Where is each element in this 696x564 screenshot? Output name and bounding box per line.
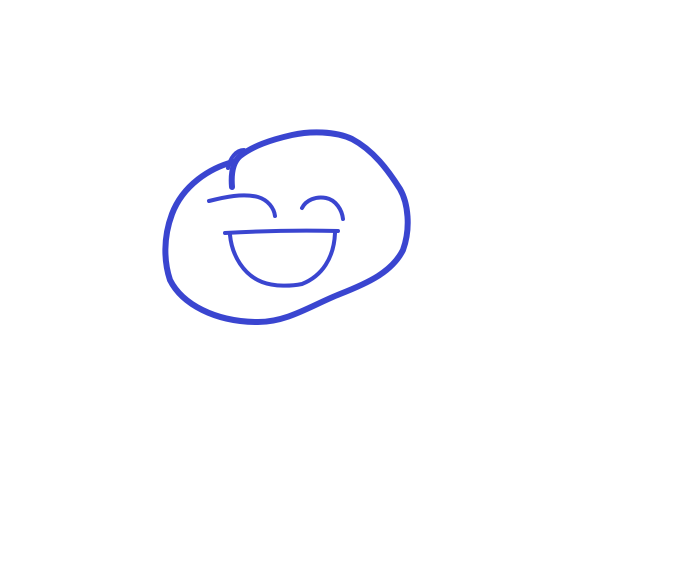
head-outline-stroke: [165, 132, 407, 322]
left-eye-stroke: [209, 195, 275, 216]
mouth-smile-stroke: [230, 233, 335, 286]
mouth-top-stroke: [225, 231, 338, 233]
right-eye-stroke: [302, 197, 343, 219]
